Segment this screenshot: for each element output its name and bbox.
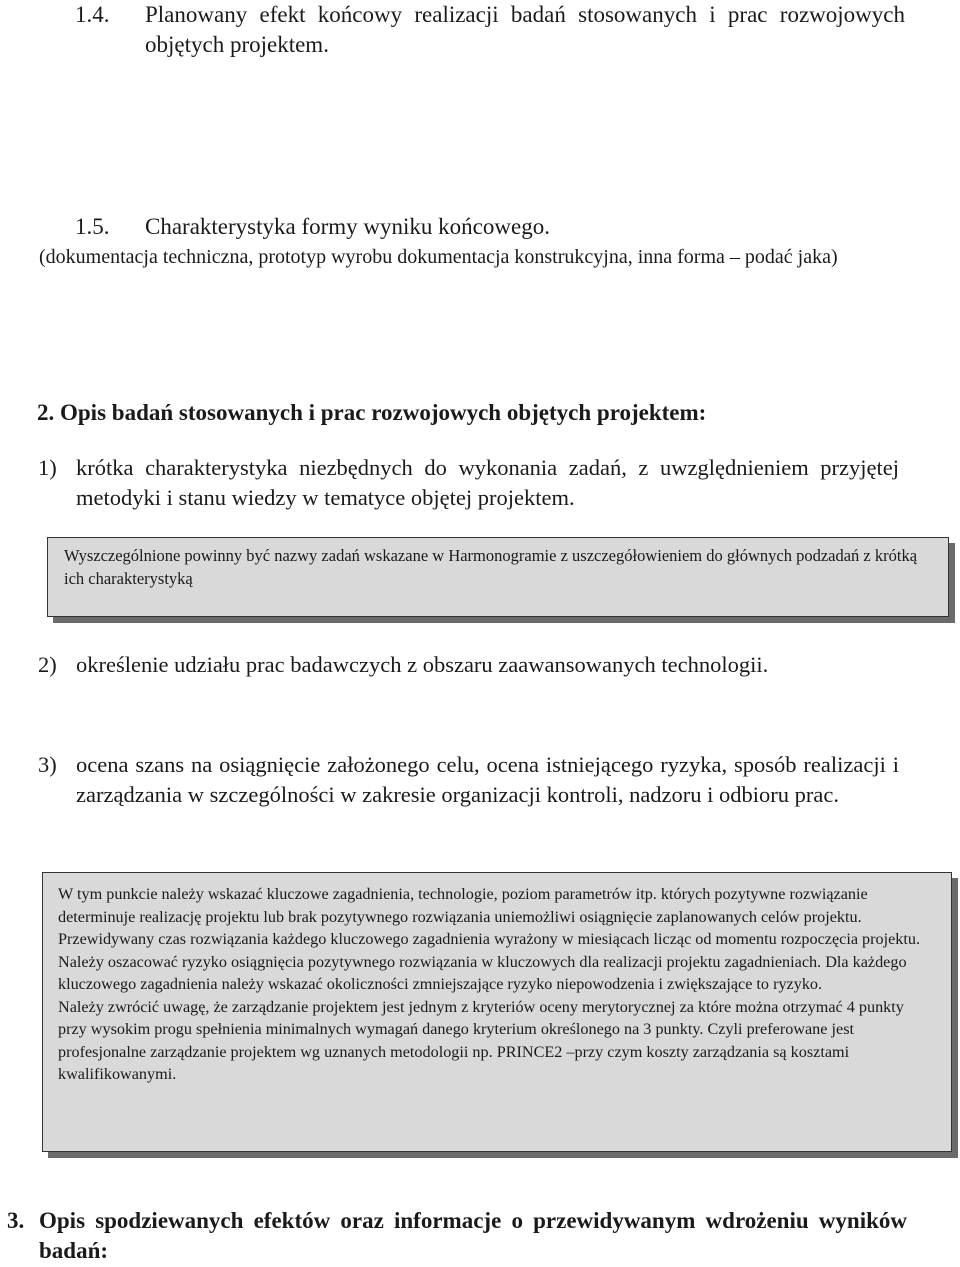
list-item-text: określenie udziału prac badawczych z obszaru zaawansowanych technologii. bbox=[76, 652, 769, 677]
list-item-number: 2) bbox=[38, 652, 57, 677]
list-item-text: krótka charakterystyka niezbędnych do wykonania zadań, z uwzględnieniem przyjętej metodyki i stanu wiedzy w tematyce objętej projektem. bbox=[76, 455, 899, 510]
section-number: 1.4. bbox=[75, 2, 110, 27]
instruction-box-text: Wyszczególnione powinny być nazwy zadań wskazane w Harmonogramie z uszczegółowieniem do głównych podzadań z krótką ich charakterystyką bbox=[47, 537, 949, 617]
instruction-box-risk bbox=[42, 872, 958, 1158]
list-item-text: ocena szans na osiągnięcie założonego celu, ocena istniejącego ryzyka, sposób realizacji i zarządzania w szczególności w zakresie organizacji kontroli, nadzoru i odbioru prac. bbox=[76, 752, 899, 807]
section-title: Planowany efekt końcowy realizacji badań stosowanych i prac rozwojowych objętych projektem. bbox=[145, 2, 905, 57]
instruction-paragraph: Należy zwrócić uwagę, że zarządzanie projektem jest jednym z kryteriów oceny merytorycznej za które można otrzymać 4 punkty przy wysokim progu spełnienia minimalnych wymagań danego kryterium określonego na 3 punkty. Czyli preferowane jest profesjonalne zarządzanie projektem wg uznanych metodologii np. PRINCE2 –przy czym koszty zarządzania są kosztami kwalifikowanymi. bbox=[58, 997, 904, 1083]
section-2-heading: 2. Opis badań stosowanych i prac rozwojowych objętych projektem: bbox=[37, 400, 707, 425]
instruction-box-body bbox=[42, 872, 952, 1152]
instruction-paragraph: W tym punkcie należy wskazać kluczowe zagadnienia, technologie, poziom parametrów itp. których pozytywne rozwiązanie determinuje realizację projektu lub brak pozytywnego rozwiązania uniemożliwi osiągnięcie zaplanowanych celów projektu. Przewidywany czas rozwiązania każdego kluczowego zagadnienia wyrażony w miesiącach licząc od momentu rozpoczęcia projektu. bbox=[58, 885, 921, 948]
section-title: Opis spodziewanych efektów oraz informacje o przewidywanym wdrożeniu wyników badań: bbox=[39, 1208, 907, 1263]
section-1-5-note: (dokumentacja techniczna, prototyp wyrobu dokumentacja konstrukcyjna, inna forma – podać jaka) bbox=[39, 246, 838, 268]
section-title: Charakterystyka formy wyniku końcowego. bbox=[145, 214, 550, 239]
section-number: 1.5. bbox=[75, 214, 110, 239]
section-number: 3. bbox=[7, 1208, 25, 1233]
instruction-paragraph: Należy oszacować ryzyko osiągnięcia pozytywnego rozwiązania w kluczowych dla realizacji projektu zagadnieniach. Dla każdego kluczowego zagadnienia należy wskazać okoliczności zmniejszające ryzyko niepowodzenia i zwiększające to ryzyko. bbox=[58, 952, 907, 993]
list-item-number: 3) bbox=[38, 752, 57, 777]
instruction-box-tasks bbox=[47, 537, 955, 623]
list-item-number: 1) bbox=[38, 455, 57, 480]
